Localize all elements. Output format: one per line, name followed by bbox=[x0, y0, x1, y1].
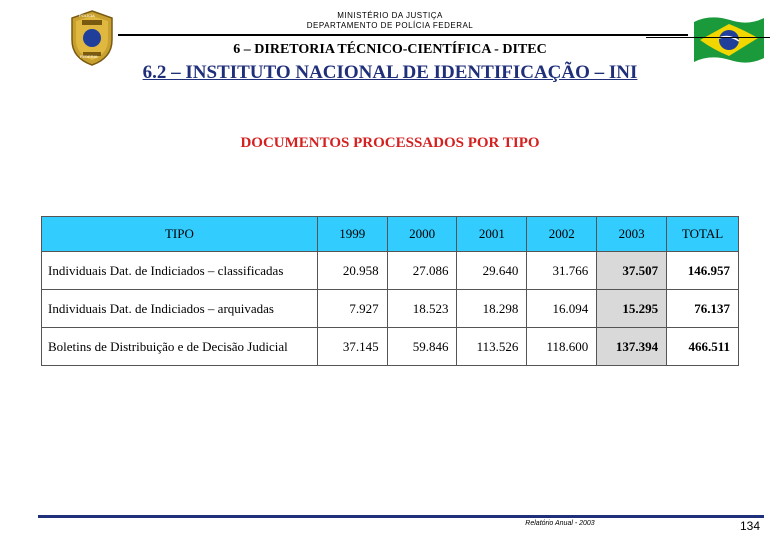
table-row bbox=[42, 290, 739, 328]
table-row bbox=[42, 252, 739, 290]
department-header: DEPARTAMENTO DE POLÍCIA FEDERAL bbox=[306, 21, 474, 30]
row-total: 76.137 bbox=[667, 290, 739, 328]
header-cell-2000: 2000 bbox=[387, 217, 457, 252]
row-value-2003: 37.507 bbox=[597, 252, 667, 290]
row-value: 20.958 bbox=[317, 252, 387, 290]
row-value: 18.523 bbox=[387, 290, 457, 328]
header-cell-1999: 1999 bbox=[317, 217, 387, 252]
row-value: 7.927 bbox=[317, 290, 387, 328]
section-title: 6 – DIRETORIA TÉCNICO-CIENTÍFICA - DITEC bbox=[233, 42, 547, 57]
ministry-header: MINISTÉRIO DA JUSTIÇA bbox=[337, 11, 443, 20]
header-cell-2002: 2002 bbox=[527, 217, 597, 252]
row-value: 16.094 bbox=[527, 290, 597, 328]
subsection-title: 6.2 – INSTITUTO NACIONAL DE IDENTIFICAÇÃO – INI bbox=[142, 62, 638, 83]
header-cell-2003: 2003 bbox=[597, 217, 667, 252]
table-title: DOCUMENTOS PROCESSADOS POR TIPO bbox=[240, 135, 540, 151]
documents-table bbox=[41, 216, 739, 366]
row-tipo: Individuais Dat. de Indiciados – classificadas bbox=[42, 252, 318, 290]
row-value: 113.526 bbox=[457, 328, 527, 366]
table-row bbox=[42, 328, 739, 366]
row-total: 146.957 bbox=[667, 252, 739, 290]
row-value: 27.086 bbox=[387, 252, 457, 290]
badge-bottom-text: FEDERAL bbox=[80, 54, 99, 59]
row-value: 59.846 bbox=[387, 328, 457, 366]
header-cell-total: TOTAL bbox=[667, 217, 739, 252]
table-header-row bbox=[42, 217, 739, 252]
row-value: 31.766 bbox=[527, 252, 597, 290]
badge-top-text: POLÍCIA bbox=[79, 13, 95, 18]
row-tipo: Individuais Dat. de Indiciados – arquivadas bbox=[42, 290, 318, 328]
row-total: 466.511 bbox=[667, 328, 739, 366]
header-cell-2001: 2001 bbox=[457, 217, 527, 252]
footer-rule bbox=[38, 515, 764, 518]
header-cell-tipo: TIPO bbox=[42, 217, 318, 252]
page-number: 134 bbox=[739, 519, 760, 533]
header-rule bbox=[118, 34, 688, 36]
row-value: 18.298 bbox=[457, 290, 527, 328]
footer-report-label: Relatório Anual - 2003 bbox=[525, 520, 595, 527]
row-value: 29.640 bbox=[457, 252, 527, 290]
header-rule-secondary bbox=[646, 37, 770, 38]
row-value-2003: 137.394 bbox=[597, 328, 667, 366]
row-value-2003: 15.295 bbox=[597, 290, 667, 328]
row-value: 118.600 bbox=[527, 328, 597, 366]
row-value: 37.145 bbox=[317, 328, 387, 366]
row-tipo: Boletins de Distribuição e de Decisão Judicial bbox=[42, 328, 318, 366]
